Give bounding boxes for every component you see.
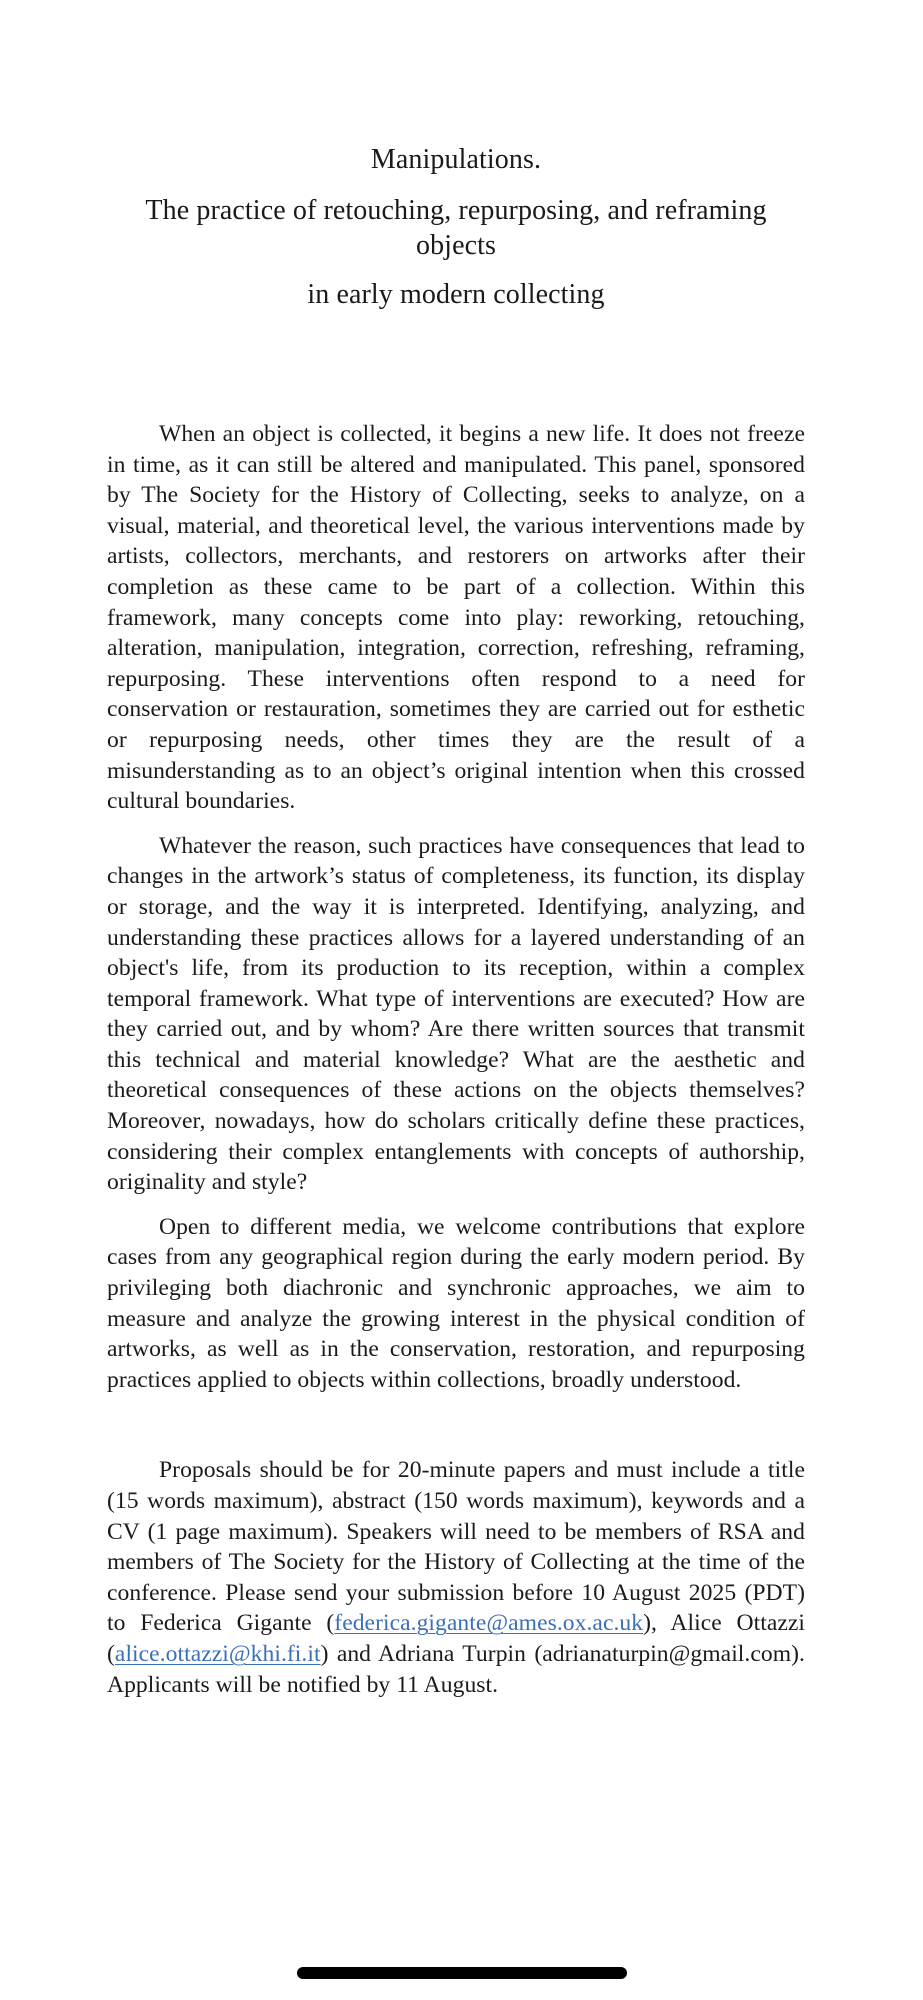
paragraph-intro: When an object is collected, it begins a new life. It does not freeze in time, as it can still be altered and manipulated. This panel, sponsored by The Society for the History of Collecting, seeks to analyze, on a visual, material, and theoretical level, the various interventions made by artists, collectors, merchants, and restorers on artworks after their completion as these came to be part of a collection. Within this framework, many concepts come into play: reworking, retouching, alteration, manipulation, integration, correction, refreshing, reframing, repurposing. These interventions often respond to a need for conservation or restauration, sometimes they are carried out for esthetic or repurposing needs, other times they are the result of a misunderstanding as to an object’s original intention when this crossed cultural boundaries. <box>107 421 805 815</box>
submission-text-1: Proposals should be for 20-minute papers and must include a title (15 words maximum), abstract (150 words maximum), keywords and a CV (1 page maximum). Speakers will need to be members of RSA and members of The Society for the History of Collecting at the time of the conference. Please send your submission before 10 August 2025 (PDT) to Federica Gigante ( <box>107 1457 805 1637</box>
submission-text-3: ) and Adriana Turpin (adrianaturpin@gmail.com). Applicants will be notified by 11 August. <box>107 1640 805 1698</box>
submission-text-2: ), Alice Ottazzi ( <box>107 1610 806 1667</box>
document-body <box>107 419 805 1714</box>
paragraph-submission <box>107 1455 805 1700</box>
paragraph-consequences: Whatever the reason, such practices have consequences that lead to changes in the artwork’s status of completeness, its function, its display or storage, and the way it is interpreted. Identifying, analyzing, and understanding these practices allows for a layered understanding of an object's life, from its production to its reception, within a complex temporal framework. What type of interventions are executed? How are they carried out, and by whom? Are there written sources that transmit this technical and material knowledge? What are the aesthetic and theoretical consequences of these actions on the objects themselves? Moreover, nowadays, how do scholars critically define these practices, considering their complex entanglements with concepts of authorship, originality and style? <box>107 832 805 1196</box>
title-subtitle-tail: in early modern collecting <box>307 279 605 310</box>
title-main: Manipulations. <box>370 144 542 175</box>
email-link-alice-ottazzi[interactable]: alice.ottazzi@khi.fi.it <box>114 1640 321 1667</box>
paragraph-scope: Open to different media, we welcome contributions that explore cases from any geographical region during the early modern period. By privileging both diachronic and synchronic approaches, we aim to measure and analyze the growing interest in the physical condition of artworks, as well as in the conservation, restoration, and repurposing practices applied to objects within collections, broadly understood. <box>107 1213 805 1393</box>
document-title <box>107 142 805 328</box>
email-link-federica-gigante[interactable]: federica.gigante@ames.ox.ac.uk <box>334 1610 644 1637</box>
home-indicator[interactable] <box>297 1967 627 1979</box>
title-subtitle: The practice of retouching, repurposing, and reframing objects <box>145 195 767 261</box>
